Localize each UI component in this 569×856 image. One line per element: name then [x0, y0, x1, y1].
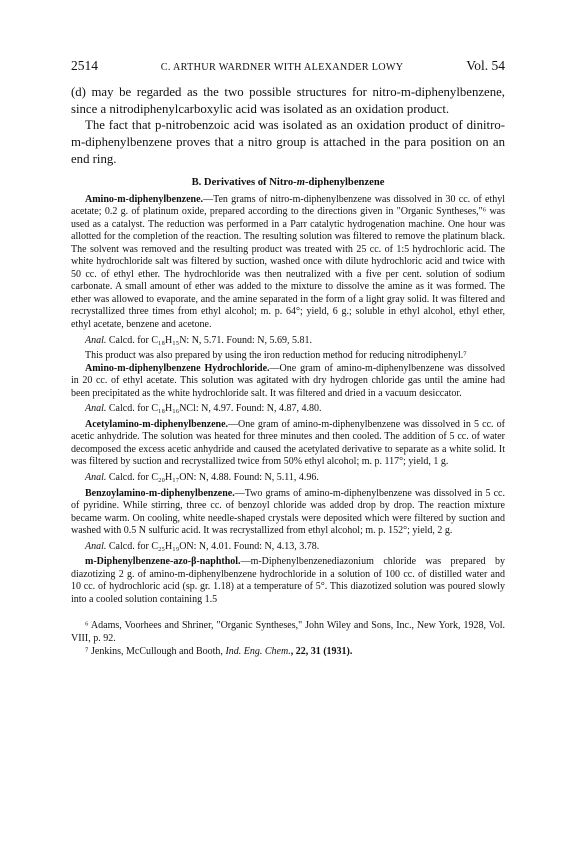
hydrochloride-analysis — [71, 403, 505, 416]
footnote-7 — [71, 646, 505, 659]
section-heading-italic: m — [296, 176, 305, 188]
acetyl-title: Acetylamino-m-diphenylbenzene. — [85, 418, 229, 430]
page-number: 2514 — [71, 58, 98, 73]
naphthol-body: —m-Diphenylbenzenediazonium chloride was prepared by diazotizing 2 g. of amino-m-diphenylbenzene hydrochloride in a solution of 100 cc. of distilled water and 10 cc. of hydrochloric acid (sp. gr. 1.18) at a temperature of 5°. This diazotized solution was poured slowly into a cooled solution containing 1.5 — [71, 556, 505, 605]
amino-body: —Ten grams of nitro-m-diphenylbenzene was dissolved in 30 cc. of ethyl acetate; 0.2 g. of platinum oxide, prepared according to the directions given in "Organic Syntheses,"⁶ was used as a catalyst. The reduction was performed in a Parr catalytic hydrogenation machine. One hour was allotted for the completion of the reaction. The resulting solution was filtered to remove the platinum black. The solvent was removed and the resulting product was treated with 25 cc. of 1:5 hydrochloric acid. The white hydrochloride salt was filtered by suction, washed once with dilute hydrochloric acid and twice with 50 cc. of ethyl ether. The hydrochloride was then neutralized with a five per cent. solution of sodium carbonate. A small amount of ether was added to the mixture to dissolve the amine as it was formed. The ether was allowed to evaporate, and the amine separated in the form of a light gray solid. It was filtered and recrystallized three times from ethyl alcohol; m. p. 64°; yield, 6 g.; soluble in ethyl alcohol, ethyl ether, ethyl acetate, benzene and acetone. — [71, 193, 505, 330]
amino-anal-values: Calcd. for C₁₈H₁₅N: N, 5.71. Found: N, 5.69, 5.81. — [108, 334, 312, 346]
acetyl-paragraph — [71, 419, 505, 469]
hydrochloride-title: Amino-m-diphenylbenzene Hydrochloride. — [85, 362, 270, 374]
amino-note: This product was also prepared by using the iron reduction method for reducing nitrodiphenyl.⁷ — [85, 350, 467, 362]
volume-label: Vol. 54 — [466, 58, 505, 73]
section-heading — [71, 177, 505, 188]
benzoyl-title: Benzoylamino-m-diphenylbenzene. — [85, 487, 235, 499]
anal-label: Anal. — [85, 334, 107, 346]
section-heading-prefix: B. Derivatives of Nitro- — [191, 176, 297, 188]
naphthol-paragraph — [71, 556, 505, 606]
amino-title: Amino-m-diphenylbenzene. — [85, 193, 204, 205]
footnote-6: ⁶ Adams, Voorhees and Shriner, "Organic Syntheses," John Wiley and Sons, Inc., New York, 1928, Vol. VIII, p. 92. — [71, 620, 505, 645]
footnote-7-journal: Ind. Eng. Chem. — [225, 645, 291, 657]
acetyl-anal-values: Calcd. for C₂₀H₁₇ON: N, 4.88. Found: N, 5.11, 4.96. — [108, 472, 319, 483]
anal-label: Anal. — [85, 403, 107, 415]
running-header — [71, 58, 505, 84]
acetyl-analysis — [71, 472, 505, 485]
intro-paragraph-2: The fact that p-nitrobenzoic acid was isolated as an oxidation product of dinitro-m-diphenylbenzene proves that a nitro group is attached in the para position on an end ring. — [71, 118, 505, 166]
benzoyl-anal-values: Calcd. for C₂₅H₁₉ON: N, 4.01. Found: N, 4.13, 3.78. — [108, 540, 320, 552]
naphthol-title: m-Diphenylbenzene-azo-β-naphthol. — [85, 556, 241, 568]
amino-paragraph — [71, 194, 505, 332]
footnote-7-volume: , 22, 31 (1931). — [290, 645, 353, 657]
anal-label: Anal. — [85, 472, 107, 483]
hydrochloride-paragraph — [71, 363, 505, 401]
hydrochloride-anal-values: Calcd. for C₁₈H₁₆NCl: N, 4.97. Found: N, 4.87, 4.80. — [108, 403, 322, 415]
acetyl-body: —One gram of amino-m-diphenylbenzene was dissolved in 5 cc. of acetic anhydride. The solution was heated for three minutes and then cooled. The addition of 5 cc. of water decomposed the excess acetic anhydride and caused the acetylated derivative to separate as a white solid. It was filtered by suction and recrystallized twice from 50% ethyl alcohol; m. p. 117°; yield, 1 g. — [71, 418, 505, 468]
benzoyl-body: —Two grams of amino-m-diphenylbenzene was dissolved in 5 cc. of pyridine. While stirring, three cc. of benzoyl chloride was added drop by drop. The reaction mixture became warm. On cooling, white needle-shaped crystals were deposited which were filtered by suction and washed with 0.5 N sulfuric acid. It was recrystallized from ethyl alcohol; m. p. 152°; yield, 2 g. — [71, 487, 505, 537]
anal-label: Anal. — [85, 540, 107, 552]
running-title: C. ARTHUR WARDNER WITH ALEXANDER LOWY — [160, 62, 404, 73]
intro-paragraph-1: (d) may be regarded as the two possible structures for nitro-m-diphenylbenzene, since a nitrodiphenylcarboxylic acid was isolated as an oxidation product. — [71, 85, 505, 116]
footnote-7-authors: ⁷ Jenkins, McCullough and Booth, — [85, 645, 226, 657]
journal-page — [71, 58, 505, 658]
section-heading-suffix: -diphenylbenzene — [304, 176, 385, 188]
benzoyl-paragraph — [71, 488, 505, 538]
benzoyl-analysis — [71, 541, 505, 554]
hydrochloride-body: —One gram of amino-m-diphenylbenzene was dissolved in 20 cc. of ethyl acetate. This solution was agitated with dry hydrogen chloride gas until the amine had been precipitated as the white hydrochloride salt. It was filtered and dried in a vacuum desiccator. — [71, 362, 505, 399]
amino-analysis — [71, 335, 505, 348]
